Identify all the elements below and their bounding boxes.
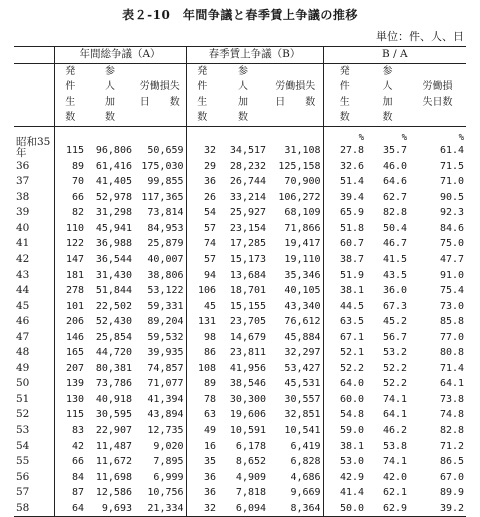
- table-row: [14, 159, 466, 175]
- cell-ratio-disputes: 38.1: [323, 283, 366, 299]
- cell-ratio-disputes: 67.1: [323, 330, 366, 346]
- cell-b-disputes: 36: [186, 174, 218, 190]
- cell-b-participants: 6,178: [235, 440, 267, 452]
- cell-year: 42: [16, 253, 30, 266]
- column-header-ratio-participants: 参 人 加 数: [366, 63, 409, 126]
- cell-ratio-participants: 82.8: [382, 207, 408, 219]
- cell-b-disputes: 36: [186, 485, 218, 501]
- cell-a-disputes: 89: [54, 159, 86, 175]
- cell-a-disputes: 165: [54, 345, 86, 361]
- cell-b-participants: 23,705: [229, 316, 267, 328]
- cell-ratio-days-lost: 82.8: [439, 425, 465, 437]
- cell-b-days-lost: 32,851: [284, 409, 321, 421]
- table-row: [14, 299, 466, 315]
- cell-b-participants: 19,606: [229, 409, 267, 421]
- cell-b-participants: 30,300: [229, 393, 267, 405]
- table-row: [14, 190, 466, 206]
- cell-b-disputes: 26: [186, 190, 218, 206]
- cell-b-participants: 15,173: [229, 254, 267, 266]
- cell-year: 37: [16, 175, 30, 188]
- cell-year: 52: [16, 408, 30, 421]
- cell-ratio-disputes: 32.6: [323, 159, 366, 175]
- cell-ratio-participants: 36.0: [382, 285, 408, 297]
- cell-ratio-days-lost: 90.5: [439, 191, 465, 203]
- cell-a-days-lost: 41,394: [147, 393, 184, 405]
- cell-ratio-days-lost: 84.6: [439, 222, 465, 234]
- cell-ratio-days-lost: 71.2: [439, 440, 465, 452]
- cell-b-disputes: 35: [186, 454, 218, 470]
- column-header-ratio-disputes: 発 件 生 数: [323, 63, 366, 126]
- group-header-spring: 春季賃上争議（B）: [186, 47, 323, 64]
- cell-year: 58: [14, 501, 54, 517]
- cell-b-days-lost: 76,612: [284, 316, 321, 328]
- cell-b-days-lost: 4,686: [290, 471, 321, 483]
- cell-a-participants: 44,720: [95, 347, 132, 359]
- cell-b-disputes: 32: [186, 501, 218, 517]
- cell-ratio-participants: 74.1: [382, 456, 408, 468]
- cell-a-days-lost: 117,365: [141, 191, 184, 203]
- cell-ratio-disputes: 44.5: [323, 299, 366, 315]
- cell-b-disputes: 54: [186, 205, 218, 221]
- cell-ratio-disputes: 53.0: [323, 454, 366, 470]
- cell-b-days-lost: 30,557: [284, 393, 321, 405]
- cell-ratio-days-lost: 85.8: [439, 316, 465, 328]
- cell-a-participants: 40,918: [95, 393, 132, 405]
- cell-b-disputes: 78: [186, 392, 218, 408]
- cell-b-days-lost: 68,109: [284, 207, 321, 219]
- cell-a-participants: 73,786: [95, 378, 132, 390]
- cell-a-participants: 22,907: [95, 425, 132, 437]
- table-row: [14, 174, 466, 190]
- cell-a-participants: 22,502: [95, 300, 132, 312]
- table-row: [14, 221, 466, 237]
- cell-year: 53: [16, 424, 30, 437]
- cell-ratio-participants: 62.1: [382, 487, 408, 499]
- column-header-a-days-lost: 労働損失 日 数: [134, 63, 186, 126]
- column-header-a-participants: 参 人 加 数: [86, 63, 134, 126]
- group-header-ratio: B / A: [323, 47, 466, 64]
- cell-ratio-days-lost: 71.4: [439, 362, 465, 374]
- cell-a-disputes: 146: [54, 330, 86, 346]
- table-row: [14, 423, 466, 439]
- cell-b-days-lost: 45,531: [284, 378, 321, 390]
- cell-a-days-lost: 99,855: [147, 176, 184, 188]
- cell-b-days-lost: 19,417: [284, 238, 321, 250]
- cell-b-participants: 6,094: [218, 501, 268, 517]
- cell-b-participants: 34,517: [229, 145, 267, 157]
- cell-ratio-disputes: 59.0: [323, 423, 366, 439]
- cell-a-participants: 96,806: [95, 145, 132, 157]
- table-row: [14, 361, 466, 377]
- cell-b-days-lost: 32,297: [284, 347, 321, 359]
- cell-value: 61.4: [439, 145, 465, 157]
- table-title: 表２-10 年間争議と春季賃上争議の推移: [122, 8, 358, 22]
- cell-ratio-days-lost: 86.5: [439, 456, 465, 468]
- cell-year: 54: [16, 439, 30, 452]
- cell-a-disputes: 70: [54, 174, 86, 190]
- cell-b-days-lost: 19,110: [284, 254, 321, 266]
- cell-ratio-participants: 62.7: [382, 191, 408, 203]
- column-header-a-disputes: 発 件 生 数: [54, 63, 86, 126]
- cell-b-participants: 8,652: [235, 456, 267, 468]
- cell-a-days-lost: 50,659: [147, 145, 184, 157]
- cell-ratio-days-lost: 39.2: [409, 501, 466, 517]
- cell-a-disputes: 64: [54, 501, 86, 517]
- cell-ratio-disputes: 42.9: [323, 470, 366, 486]
- cell-ratio-participants: 43.5: [382, 269, 408, 281]
- column-header-year: [14, 63, 54, 126]
- cell-b-participants: 41,956: [229, 362, 267, 374]
- cell-b-days-lost: 125,158: [278, 160, 321, 172]
- cell-ratio-days-lost: 75.4: [439, 285, 465, 297]
- cell-ratio-participants: 46.2: [382, 425, 408, 437]
- group-header-annual: 年間総争議（A）: [54, 47, 186, 64]
- cell-b-disputes: 131: [186, 314, 218, 330]
- cell-ratio-participants: 56.7: [382, 331, 408, 343]
- cell-ratio-disputes: 52.1: [323, 345, 366, 361]
- cell-a-days-lost: 73,814: [147, 207, 184, 219]
- cell-b-disputes: 98: [186, 330, 218, 346]
- cell-a-days-lost: 84,953: [147, 222, 184, 234]
- group-header-row: [14, 47, 466, 64]
- table-row: [14, 205, 466, 221]
- cell-ratio-participants: 53.2: [382, 347, 408, 359]
- cell-ratio-participants: 74.1: [382, 393, 408, 405]
- cell-ratio-disputes: 65.9: [323, 205, 366, 221]
- cell-b-days-lost: 10,541: [284, 425, 321, 437]
- cell-ratio-disputes: 51.4: [323, 174, 366, 190]
- table-row: [14, 470, 466, 486]
- cell-b-participants: 14,679: [229, 331, 267, 343]
- cell-year: 57: [16, 486, 30, 499]
- cell-year: 36: [16, 159, 30, 172]
- cell-ratio-days-lost: 91.0: [439, 269, 465, 281]
- cell-ratio-disputes: 63.5: [323, 314, 366, 330]
- cell-a-days-lost: 6,999: [153, 471, 184, 483]
- unit-label: 単位：件、人、日: [376, 30, 464, 43]
- cell-b-days-lost: 35,346: [284, 269, 321, 281]
- cell-a-disputes: 122: [54, 236, 86, 252]
- cell-b-disputes: 86: [186, 345, 218, 361]
- cell-ratio-disputes: 39.4: [323, 190, 366, 206]
- cell-a-participants: 52,430: [95, 316, 132, 328]
- cell-ratio-disputes: 38.7: [323, 252, 366, 268]
- cell-ratio-disputes: 60.7: [323, 236, 366, 252]
- cell-ratio-disputes: 41.4: [323, 485, 366, 501]
- column-header-b-days-lost: 労働損失 日 数: [268, 63, 323, 126]
- cell-year: 41: [16, 237, 30, 250]
- cell-b-days-lost: 6,828: [290, 456, 321, 468]
- cell-a-disputes: 278: [54, 283, 86, 299]
- cell-a-days-lost: 89,204: [147, 316, 184, 328]
- cell-b-disputes: 57: [186, 252, 218, 268]
- cell-b-days-lost: 43,340: [284, 300, 321, 312]
- cell-b-participants: 18,701: [229, 285, 267, 297]
- cell-b-days-lost: 8,364: [268, 501, 323, 517]
- table-row: [14, 314, 466, 330]
- cell-ratio-participants: 45.2: [382, 316, 408, 328]
- table-row: [14, 268, 466, 284]
- cell-ratio-days-lost: 67.0: [439, 471, 465, 483]
- cell-value: 27.8: [339, 145, 365, 157]
- cell-ratio-participants: 64.6: [382, 176, 408, 188]
- cell-a-participants: 36,544: [95, 254, 132, 266]
- cell-b-participants: 38,546: [229, 378, 267, 390]
- cell-ratio-participants: 52.2: [382, 362, 408, 374]
- percent-unit-mark: %: [358, 133, 365, 144]
- cell-a-disputes: 66: [54, 190, 86, 206]
- cell-ratio-participants: 52.2: [382, 378, 408, 390]
- cell-a-days-lost: 71,077: [147, 378, 184, 390]
- cell-b-days-lost: 70,900: [284, 176, 321, 188]
- cell-ratio-days-lost: 80.8: [439, 347, 465, 359]
- cell-a-disputes: 181: [54, 268, 86, 284]
- cell-b-disputes: 89: [186, 376, 218, 392]
- cell-ratio-participants: 42.0: [382, 471, 408, 483]
- cell-a-participants: 11,672: [95, 456, 132, 468]
- cell-ratio-days-lost: 47.7: [439, 254, 465, 266]
- cell-a-disputes: 83: [54, 423, 86, 439]
- cell-a-participants: 30,595: [95, 409, 132, 421]
- cell-a-disputes: 139: [54, 376, 86, 392]
- cell-b-disputes: 29: [186, 159, 218, 175]
- cell-ratio-days-lost: [409, 126, 466, 159]
- cell-a-participants: 41,405: [95, 176, 132, 188]
- cell-b-participants: 13,684: [229, 269, 267, 281]
- cell-a-days-lost: 12,735: [147, 425, 184, 437]
- cell-ratio-participants: 46.0: [382, 160, 408, 172]
- cell-ratio-days-lost: 92.3: [439, 207, 465, 219]
- cell-b-days-lost: 6,419: [290, 440, 321, 452]
- cell-ratio-days-lost: 73.0: [439, 300, 465, 312]
- percent-unit-mark: %: [401, 133, 408, 144]
- cell-ratio-participants: 67.3: [382, 300, 408, 312]
- cell-b-participants: 10,591: [229, 425, 267, 437]
- cell-a-disputes: 115: [54, 126, 86, 159]
- cell-a-participants: 45,941: [95, 222, 132, 234]
- cell-year: 昭和35年: [16, 135, 51, 159]
- cell-ratio-days-lost: 71.5: [439, 160, 465, 172]
- cell-a-participants: 11,487: [95, 440, 132, 452]
- cell-b-days-lost: 106,272: [278, 191, 321, 203]
- cell-b-participants: 15,155: [229, 300, 267, 312]
- cell-b-participants: 23,154: [229, 222, 267, 234]
- cell-a-participants: 25,854: [95, 331, 132, 343]
- cell-ratio-disputes: 38.1: [323, 439, 366, 455]
- cell-a-disputes: 84: [54, 470, 86, 486]
- cell-b-participants: 7,818: [235, 487, 267, 499]
- cell-a-days-lost: 9,020: [153, 440, 184, 452]
- cell-a-participants: 12,586: [95, 487, 132, 499]
- group-header-blank: [14, 47, 54, 64]
- table-row: [14, 236, 466, 252]
- percent-unit-mark: %: [458, 133, 465, 144]
- table-row: [14, 330, 466, 346]
- cell-ratio-days-lost: 64.1: [439, 378, 465, 390]
- cell-b-disputes: 94: [186, 268, 218, 284]
- cell-a-participants: 36,988: [95, 238, 132, 250]
- cell-ratio-disputes: 50.0: [323, 501, 366, 517]
- cell-b-days-lost: 40,105: [284, 285, 321, 297]
- cell-year: 43: [16, 268, 30, 281]
- table-row: [14, 407, 466, 423]
- cell-a-disputes: 82: [54, 205, 86, 221]
- cell-b-days-lost: 9,669: [290, 487, 321, 499]
- cell-a-days-lost: 59,532: [147, 331, 184, 343]
- cell-ratio-participants: [366, 126, 409, 159]
- cell-b-participants: 26,744: [229, 176, 267, 188]
- table-row: [14, 392, 466, 408]
- cell-a-days-lost: 25,879: [147, 238, 184, 250]
- cell-b-participants: 4,909: [235, 471, 267, 483]
- cell-a-days-lost: 74,857: [147, 362, 184, 374]
- cell-a-days-lost: 38,806: [147, 269, 184, 281]
- cell-year: 47: [16, 330, 30, 343]
- table-row: [14, 376, 466, 392]
- cell-b-disputes: 57: [186, 221, 218, 237]
- cell-ratio-days-lost: 71.0: [439, 176, 465, 188]
- column-header-row: [14, 63, 466, 126]
- cell-b-disputes: 32: [186, 126, 218, 159]
- cell-b-disputes: 49: [186, 423, 218, 439]
- cell-a-disputes: 101: [54, 299, 86, 315]
- column-header-b-participants: 参 人 加 数: [218, 63, 268, 126]
- cell-b-participants: 17,285: [229, 238, 267, 250]
- cell-a-disputes: 207: [54, 361, 86, 377]
- cell-ratio-participants: 50.4: [382, 222, 408, 234]
- cell-year: 44: [16, 284, 30, 297]
- cell-a-disputes: 42: [54, 439, 86, 455]
- cell-ratio-participants: 41.5: [382, 254, 408, 266]
- cell-a-participants: 9,693: [86, 501, 134, 517]
- cell-a-disputes: 66: [54, 454, 86, 470]
- cell-b-disputes: 36: [186, 470, 218, 486]
- cell-a-disputes: 115: [54, 407, 86, 423]
- cell-ratio-days-lost: 73.8: [439, 393, 465, 405]
- cell-year: 50: [16, 377, 30, 390]
- cell-a-disputes: 147: [54, 252, 86, 268]
- cell-year: 39: [16, 206, 30, 219]
- cell-b-participants: 33,214: [229, 191, 267, 203]
- cell-a-days-lost: 40,007: [147, 254, 184, 266]
- cell-ratio-disputes: 54.8: [323, 407, 366, 423]
- cell-ratio-participants: 62.9: [366, 501, 409, 517]
- cell-ratio-disputes: 51.8: [323, 221, 366, 237]
- cell-a-days-lost: 7,895: [153, 456, 184, 468]
- cell-ratio-participants: 53.8: [382, 440, 408, 452]
- table-row: [14, 454, 466, 470]
- cell-year: 46: [16, 315, 30, 328]
- cell-year: 45: [16, 299, 30, 312]
- cell-a-disputes: 206: [54, 314, 86, 330]
- cell-a-days-lost: 53,122: [147, 285, 184, 297]
- cell-b-disputes: 16: [186, 439, 218, 455]
- cell-year: 40: [16, 221, 30, 234]
- cell-b-days-lost: 31,108: [284, 145, 321, 157]
- table-row: [14, 252, 466, 268]
- cell-a-days-lost: 39,935: [147, 347, 184, 359]
- table-row: [14, 283, 466, 299]
- cell-b-disputes: 45: [186, 299, 218, 315]
- cell-a-disputes: 130: [54, 392, 86, 408]
- cell-b-days-lost: 71,866: [284, 222, 321, 234]
- cell-a-participants: 51,844: [95, 285, 132, 297]
- cell-year: 56: [16, 470, 30, 483]
- table-body: [14, 126, 466, 517]
- cell-a-disputes: 110: [54, 221, 86, 237]
- cell-year: 38: [16, 190, 30, 203]
- cell-a-participants: 52,978: [95, 191, 132, 203]
- cell-ratio-participants: 64.1: [382, 409, 408, 421]
- cell-b-disputes: 108: [186, 361, 218, 377]
- cell-b-participants: 23,811: [229, 347, 267, 359]
- cell-a-days-lost: 43,894: [147, 409, 184, 421]
- table-row: [14, 501, 466, 517]
- cell-year: 49: [16, 361, 30, 374]
- cell-ratio-disputes: 51.9: [323, 268, 366, 284]
- cell-ratio-participants: 46.7: [382, 238, 408, 250]
- cell-year: 55: [16, 455, 30, 468]
- cell-ratio-days-lost: 74.8: [439, 409, 465, 421]
- cell-year: 51: [16, 392, 30, 405]
- cell-b-days-lost: 45,884: [284, 331, 321, 343]
- cell-b-disputes: 74: [186, 236, 218, 252]
- cell-ratio-disputes: 52.2: [323, 361, 366, 377]
- column-header-ratio-days-lost: 労働損 失日数: [409, 63, 466, 126]
- table-row: [14, 485, 466, 501]
- cell-a-participants: 31,430: [95, 269, 132, 281]
- cell-b-participants: 28,232: [229, 160, 267, 172]
- cell-a-days-lost: 21,334: [134, 501, 186, 517]
- cell-ratio-days-lost: 77.0: [439, 331, 465, 343]
- cell-ratio-disputes: 64.0: [323, 376, 366, 392]
- cell-a-participants: 31,298: [95, 207, 132, 219]
- cell-b-days-lost: 53,427: [284, 362, 321, 374]
- cell-a-days-lost: 10,756: [147, 487, 184, 499]
- cell-b-participants: 25,927: [229, 207, 267, 219]
- table-row: [14, 126, 466, 159]
- cell-a-disputes: 87: [54, 485, 86, 501]
- cell-ratio-days-lost: 75.0: [439, 238, 465, 250]
- cell-a-participants: 61,416: [95, 160, 132, 172]
- column-header-b-disputes: 発 件 生 数: [186, 63, 218, 126]
- table-row: [14, 345, 466, 361]
- cell-value: 35.7: [382, 145, 408, 157]
- cell-year: 48: [16, 346, 30, 359]
- cell-ratio-disputes: 60.0: [323, 392, 366, 408]
- cell-ratio-days-lost: 89.9: [439, 487, 465, 499]
- table-row: [14, 439, 466, 455]
- cell-a-participants: 11,698: [95, 471, 132, 483]
- cell-a-days-lost: 175,030: [141, 160, 184, 172]
- statistics-table: [14, 46, 466, 517]
- cell-a-days-lost: 59,331: [147, 300, 184, 312]
- cell-ratio-disputes: [323, 126, 366, 159]
- cell-b-disputes: 63: [186, 407, 218, 423]
- cell-b-disputes: 106: [186, 283, 218, 299]
- cell-a-participants: 80,381: [95, 362, 132, 374]
